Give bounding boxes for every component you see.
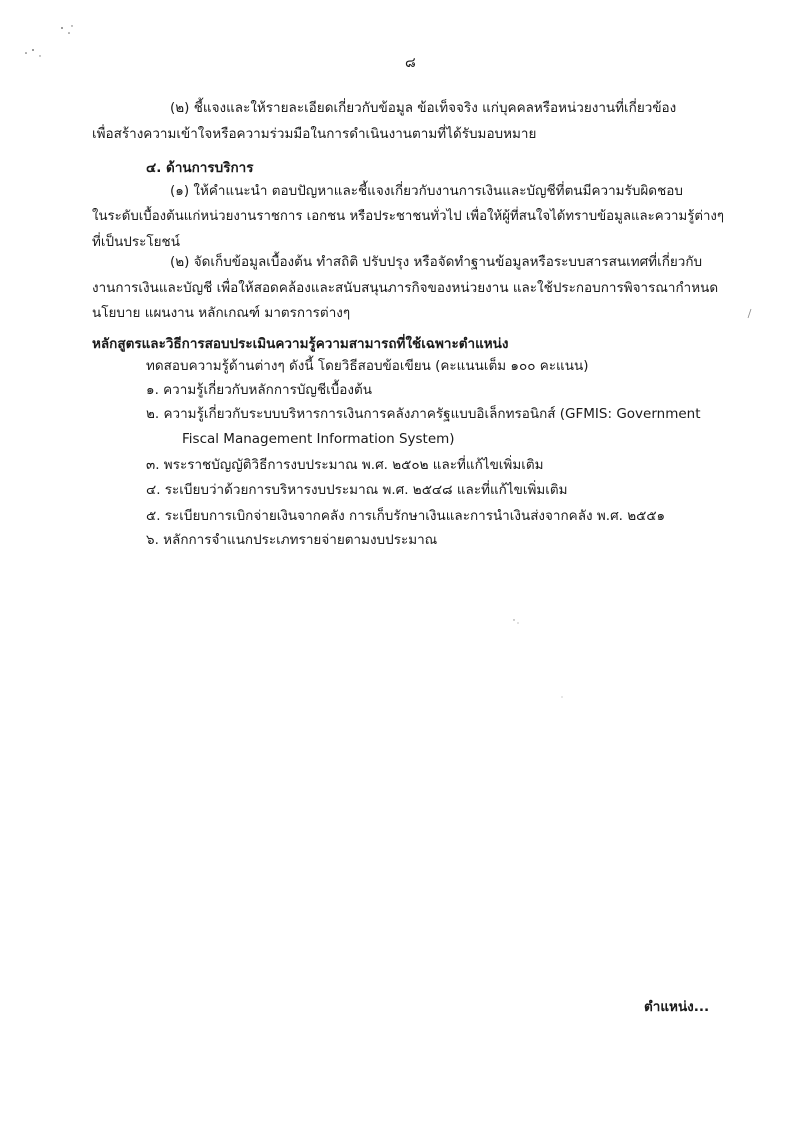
exam-intro: ทดสอบความรู้ด้านต่างๆ ดังนี้ โดยวิธีสอบข้อเขียน (คะแนนเต็ม ๑๐๐ คะแนน) xyxy=(146,358,589,374)
service-item-1-line-3: ที่เป็นประโยชน์ xyxy=(92,234,180,250)
service-item-2-line-1: (๒) จัดเก็บข้อมูลเบื้องต้น ทำสถิติ ปรับปรุง หรือจัดทำฐานข้อมูลหรือระบบสารสนเทศที่เกี่ยวกับ xyxy=(170,254,703,270)
exam-topic-2-line-1: ๒. ความรู้เกี่ยวกับระบบบริหารการเงินการคลังภาครัฐแบบอิเล็กทรอนิกส์ (GFMIS: Government xyxy=(146,406,701,422)
exam-topic-6: ๖. หลักการจำแนกประเภทรายจ่ายตามงบประมาณ xyxy=(146,532,438,548)
service-item-1-line-2: ในระดับเบื้องต้นแก่หน่วยงานราชการ เอกชน หรือประชาชนทั่วไป เพื่อให้ผู้ที่สนใจได้ทราบข้อมูลและความรู้ต่างๆ xyxy=(92,209,724,224)
exam-topic-2-line-2: Fiscal Management Information System) xyxy=(182,431,455,447)
paragraph-2-line-2: เพื่อสร้างความเข้าใจหรือความร่วมมือในการดำเนินงานตามที่ได้รับมอบหมาย xyxy=(92,126,537,142)
continuation-footer: ตำแหน่ง... xyxy=(644,999,710,1015)
exam-topic-3: ๓. พระราชบัญญัติวิธีการงบประมาณ พ.ศ. ๒๕๐๒ และที่แก้ไขเพิ่มเติม xyxy=(146,457,544,473)
service-item-1-line-1: (๑) ให้คำแนะนำ ตอบปัญหาและชี้แจงเกี่ยวกับงานการเงินและบัญชีที่ตนมีความรับผิดชอบ xyxy=(170,183,683,199)
paragraph-2-line-1: (๒) ชี้แจงและให้รายละเอียดเกี่ยวกับข้อมูล ข้อเท็จจริง แก่บุคคลหรือหน่วยงานที่เกี่ยวข้อง xyxy=(170,100,677,116)
exam-topic-4: ๔. ระเบียบว่าด้วยการบริหารงบประมาณ พ.ศ. ๒๕๔๘ และที่แก้ไขเพิ่มเติม xyxy=(146,482,568,498)
exam-heading: หลักสูตรและวิธีการสอบประเมินความรู้ความสามารถที่ใช้เฉพาะตำแหน่ง xyxy=(92,336,509,352)
service-item-2-line-3: นโยบาย แผนงาน หลักเกณฑ์ มาตรการต่างๆ xyxy=(92,305,351,321)
exam-topic-5: ๕. ระเบียบการเบิกจ่ายเงินจากคลัง การเก็บรักษาเงินและการนำเงินส่งจากคลัง พ.ศ. ๒๕๕๑ xyxy=(146,508,666,524)
service-item-2-line-2: งานการเงินและบัญชี เพื่อให้สอดคล้องและสนับสนุนภารกิจของหน่วยงาน และใช้ประกอบการพิจารณากำหนด xyxy=(92,280,719,296)
page-number: ๘ xyxy=(405,55,416,71)
exam-topic-1: ๑. ความรู้เกี่ยวกับหลักการบัญชีเบื้องต้น xyxy=(146,382,372,398)
section-4-heading: ๔. ด้านการบริการ xyxy=(146,160,254,176)
